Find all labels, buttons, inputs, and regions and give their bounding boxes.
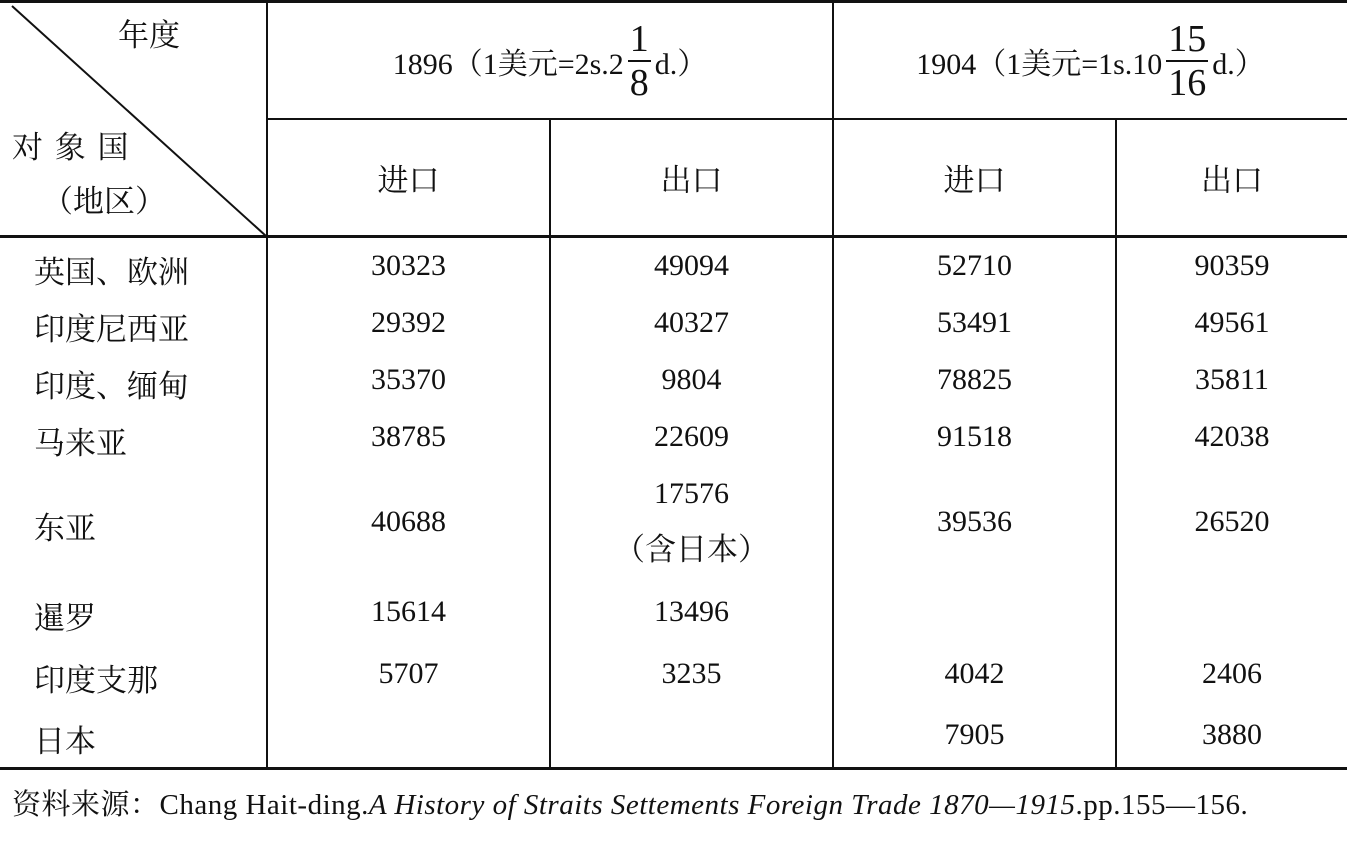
source-label: 资料来源： (12, 789, 160, 821)
row-label: 英国、欧洲 (34, 255, 189, 290)
year-1904-frac-num: 15 (1168, 17, 1207, 60)
table-cell: 90359 (1194, 249, 1270, 282)
year-1896-frac-den: 8 (629, 61, 649, 104)
table-cell: 7905 (944, 718, 1005, 751)
source-author: Chang Hait-ding. (159, 789, 369, 821)
header-export-1904: 出口 (1201, 163, 1263, 198)
table-cell-multiline (551, 466, 832, 578)
cell-value: 17576 (654, 477, 729, 510)
table-cell: 22609 (654, 420, 729, 453)
source-pages: .pp.155—156. (1075, 789, 1249, 821)
year-1904-fraction (1166, 17, 1208, 104)
table-cell: 78825 (937, 363, 1012, 396)
table-cell: 39536 (937, 505, 1012, 538)
year-1904-suffix: d.） (1212, 47, 1265, 81)
table-cell: 29392 (371, 306, 446, 339)
table-cell (551, 709, 832, 761)
table-cell: 35811 (1195, 363, 1269, 396)
table-bottom-border (0, 767, 1347, 770)
table-cell: 30323 (371, 249, 446, 282)
table-cell: 52710 (937, 249, 1012, 282)
corner-region-label: （地区） (42, 184, 166, 219)
row-label: 东亚 (34, 511, 96, 546)
row-label: 印度尼西亚 (34, 312, 189, 347)
corner-country-label: 对 象 国 (12, 130, 131, 165)
table-cell: 9804 (661, 363, 722, 396)
year-1896-header (268, 3, 832, 118)
table-cell: 4042 (944, 657, 1005, 690)
source-note (12, 778, 1337, 832)
table-cell: 5707 (378, 657, 439, 690)
header-import-1896: 进口 (377, 163, 440, 198)
table-cell: 49561 (1194, 306, 1270, 339)
table-cell: 49094 (654, 249, 729, 282)
table-cell (268, 709, 549, 761)
row-label: 印度支那 (34, 663, 158, 698)
table-cell: 26520 (1194, 505, 1270, 538)
year-1896-fraction (628, 17, 651, 104)
source-title: A History of Straits Settements Foreign Trade 1870—1915 (368, 789, 1076, 821)
table-cell: 91518 (937, 420, 1012, 453)
header-import-1904: 进口 (943, 163, 1006, 198)
year-1896-frac-num: 1 (629, 17, 649, 60)
year-1904-frac-den: 16 (1168, 61, 1207, 104)
table-cell: 13496 (654, 595, 729, 628)
table-cell: 3880 (1202, 718, 1262, 751)
table-cell (834, 586, 1115, 638)
year-1904-header (834, 3, 1347, 118)
row-label: 印度、缅甸 (34, 369, 189, 404)
table-cell: 15614 (371, 595, 446, 628)
table-cell (1117, 586, 1347, 638)
table-cell: 53491 (937, 306, 1012, 339)
table-cell: 40688 (371, 505, 446, 538)
table-cell: 38785 (371, 420, 446, 453)
year-1896-prefix: 1896（1美元=2s.2 (392, 47, 624, 81)
year-1904-prefix: 1904（1美元=1s.10 (916, 47, 1163, 81)
row-label: 暹罗 (34, 601, 96, 636)
table-cell: 35370 (371, 363, 446, 396)
table-cell: 40327 (654, 306, 729, 339)
table-cell: 42038 (1194, 420, 1270, 453)
header-export-1896: 出口 (660, 163, 723, 198)
year-1896-suffix: d.） (654, 47, 708, 81)
cell-note: （含日本） (614, 532, 769, 567)
row-label: 马来亚 (34, 426, 127, 461)
table-cell: 2406 (1202, 657, 1262, 690)
corner-year-label: 年度 (118, 18, 180, 53)
table-cell: 3235 (661, 657, 722, 690)
row-label: 日本 (34, 724, 96, 759)
